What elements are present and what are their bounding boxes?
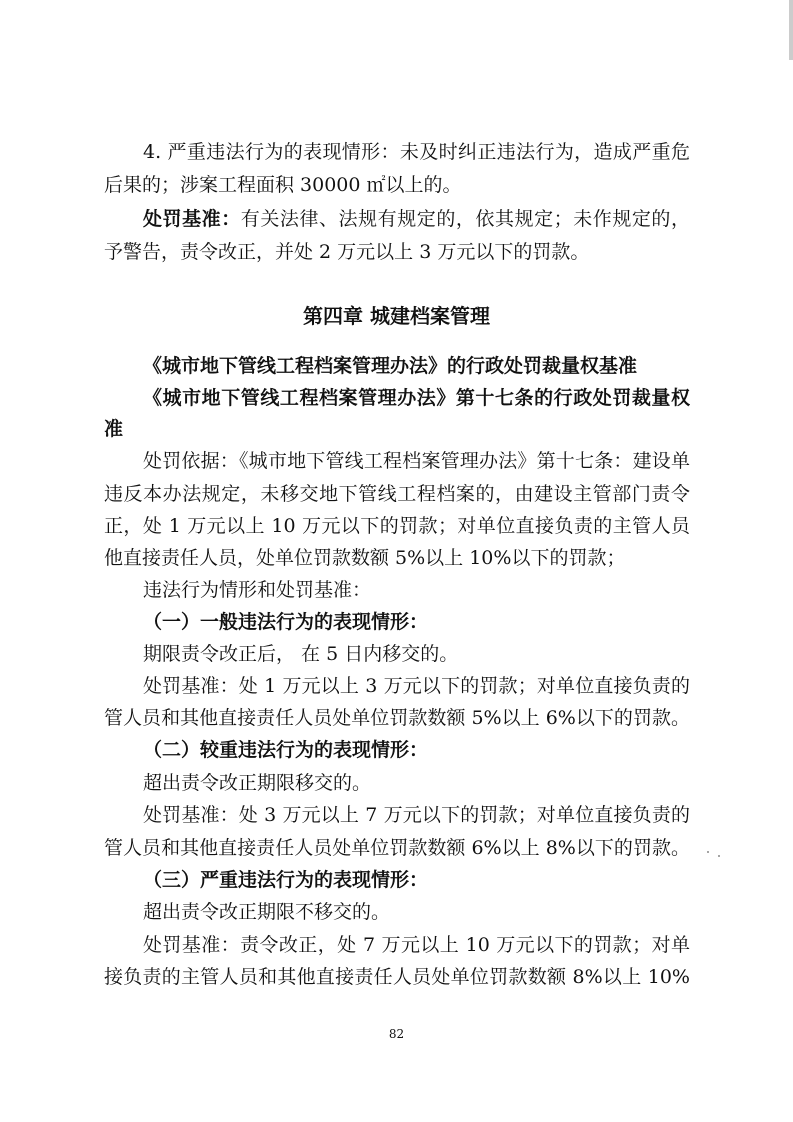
body-text: 他直接责任人员，处单位罚款数额 5%以上 10%以下的罚款；	[104, 547, 626, 569]
text-line	[143, 207, 690, 231]
body-text: 后果的；涉案工程面积 30000 ㎡以上的。	[104, 174, 462, 196]
body-text: 予警告，责令改正，并处 2 万元以上 3 万元以下的罚款。	[104, 241, 590, 263]
body-text: 管人员和其他直接责任人员处单位罚款数额 5%以上 6%以下的罚款。	[104, 707, 690, 729]
scan-speck	[707, 851, 709, 853]
text-line	[143, 868, 690, 892]
text-line	[104, 240, 690, 264]
text-line	[104, 417, 690, 441]
text-line	[104, 706, 690, 730]
body-text: 正，处 1 万元以上 10 万元以下的罚款；对单位直接负责的主管人员	[104, 515, 690, 537]
text-line	[143, 771, 690, 795]
body-text: 超出责令改正期限移交的。	[143, 772, 372, 794]
body-text: 期限责令改正后， 在 5 日内移交的。	[143, 643, 459, 665]
body-text: 超出责令改正期限不移交的。	[143, 901, 391, 923]
text-line	[143, 738, 690, 762]
text-line	[143, 933, 690, 957]
text-line	[143, 803, 690, 827]
scan-speck	[718, 855, 720, 857]
text-line	[143, 610, 690, 634]
text-line	[143, 578, 690, 602]
text-line	[104, 482, 690, 506]
scan-edge-mark	[789, 0, 793, 60]
body-text: 管人员和其他直接责任人员处单位罚款数额 6%以上 8%以下的罚款。	[104, 837, 690, 859]
text-line	[104, 546, 690, 570]
text-line	[143, 642, 690, 666]
body-text: 有关法律、法规有规定的，依其规定；未作规定的，	[240, 208, 690, 230]
body-text: 违反本办法规定，未移交地下管线工程档案的，由建设主管部门责令	[104, 483, 690, 505]
text-line	[104, 836, 690, 860]
text-line	[104, 514, 690, 538]
body-text: 处罚基准：处 1 万元以上 3 万元以下的罚款；对单位直接负责的	[143, 675, 690, 697]
bold-heading-text: （二）较重违法行为的表现情形：	[143, 739, 429, 761]
text-line	[143, 354, 690, 378]
text-line	[104, 965, 690, 989]
text-line	[143, 674, 690, 698]
text-line	[143, 900, 690, 924]
bold-heading-text: （一）一般违法行为的表现情形：	[143, 611, 429, 633]
text-line	[143, 449, 690, 473]
chapter-title: 第四章 城建档案管理	[303, 304, 490, 328]
body-text: 违法行为情形和处罚基准：	[143, 579, 372, 601]
bold-heading-text: 《城市地下管线工程档案管理办法》的行政处罚裁量权基准	[143, 355, 638, 377]
body-text: 处罚基准：处 3 万元以上 7 万元以下的罚款；对单位直接负责的	[143, 804, 690, 826]
bold-heading-text: 《城市地下管线工程档案管理办法》第十七条的行政处罚裁量权	[143, 387, 690, 409]
body-text: 处罚基准：责令改正，处 7 万元以上 10 万元以下的罚款；对单	[143, 934, 690, 956]
bold-heading-text: （三）严重违法行为的表现情形：	[143, 869, 429, 891]
text-line	[143, 140, 690, 164]
text-line	[143, 386, 690, 410]
body-text: 处罚依据：《城市地下管线工程档案管理办法》第十七条：建设单	[143, 450, 690, 472]
text-line	[104, 173, 690, 197]
body-text: 4. 严重违法行为的表现情形：未及时纠正违法行为，造成严重危	[143, 141, 690, 163]
page-number: 82	[388, 1027, 405, 1041]
body-text: 接负责的主管人员和其他直接责任人员处单位罚款数额 8%以上 10%	[104, 966, 690, 988]
bold-heading-text: 准	[104, 418, 124, 440]
bold-heading-text: 处罚基准：	[143, 208, 241, 230]
